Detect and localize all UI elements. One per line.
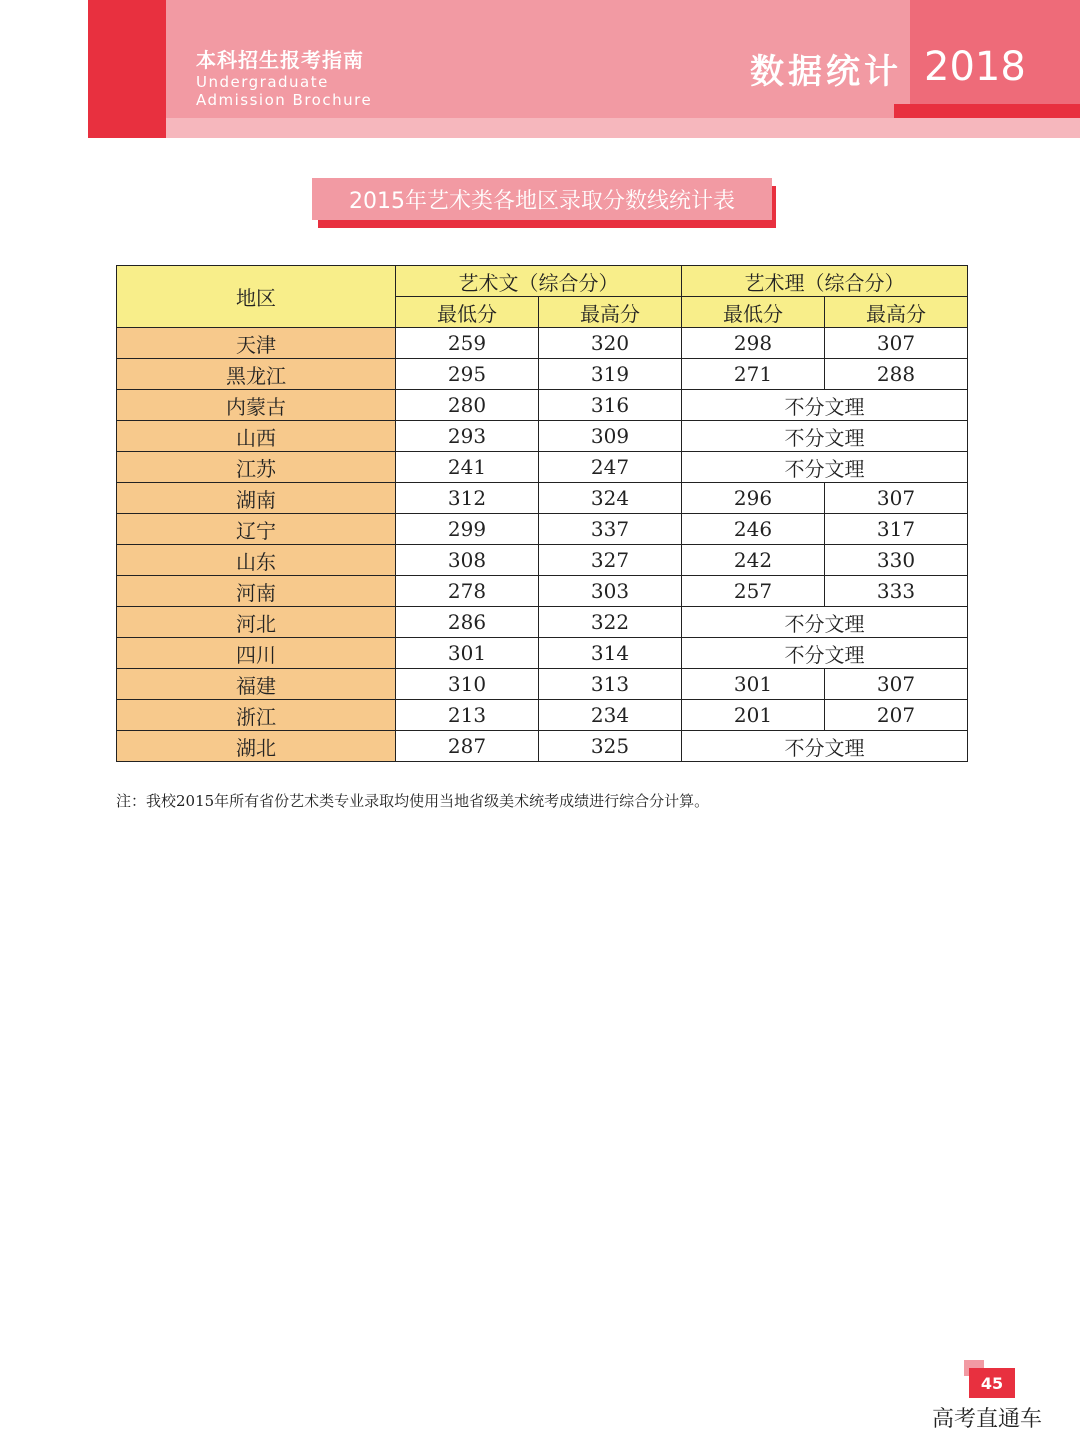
arts-max-cell: 309	[539, 421, 682, 452]
region-cell: 山西	[117, 421, 396, 452]
table-title: 2015年艺术类各地区录取分数线统计表	[349, 188, 735, 214]
score-table	[116, 265, 968, 762]
arts-min-cell: 286	[396, 607, 539, 638]
arts-max-cell: 319	[539, 359, 682, 390]
arts-max-cell: 313	[539, 669, 682, 700]
banner-red-block	[88, 0, 168, 138]
table-row	[117, 514, 968, 545]
no-split-cell: 不分文理	[682, 452, 968, 483]
science-max-cell: 207	[825, 700, 968, 731]
arts-min-cell: 278	[396, 576, 539, 607]
region-cell: 内蒙古	[117, 390, 396, 421]
arts-max-cell: 247	[539, 452, 682, 483]
watermark: 高考直通车	[932, 1407, 1043, 1432]
arts-min-cell: 280	[396, 390, 539, 421]
arts-min-cell: 301	[396, 638, 539, 669]
arts-max-cell: 325	[539, 731, 682, 762]
table-row	[117, 483, 968, 514]
arts-max-cell: 322	[539, 607, 682, 638]
arts-max-cell: 320	[539, 328, 682, 359]
no-split-cell: 不分文理	[682, 638, 968, 669]
score-table-body	[117, 328, 968, 762]
year-label: 2018	[924, 44, 1026, 90]
science-max-header: 最高分	[825, 297, 968, 328]
region-cell: 江苏	[117, 452, 396, 483]
brand-title-en-line1: Undergraduate	[196, 73, 329, 91]
no-split-cell: 不分文理	[682, 607, 968, 638]
science-group-header: 艺术理（综合分）	[682, 266, 968, 297]
table-row	[117, 638, 968, 669]
table-row	[117, 328, 968, 359]
arts-max-header: 最高分	[539, 297, 682, 328]
science-min-cell: 201	[682, 700, 825, 731]
arts-max-cell: 314	[539, 638, 682, 669]
brand-title-en-line2: Admission Brochure	[196, 91, 373, 109]
arts-min-cell: 287	[396, 731, 539, 762]
arts-min-cell: 293	[396, 421, 539, 452]
table-row	[117, 669, 968, 700]
region-cell: 河南	[117, 576, 396, 607]
banner-light-strip	[166, 118, 1080, 138]
region-cell: 山东	[117, 545, 396, 576]
science-min-cell: 257	[682, 576, 825, 607]
region-cell: 四川	[117, 638, 396, 669]
science-min-cell: 296	[682, 483, 825, 514]
table-row	[117, 700, 968, 731]
arts-min-cell: 295	[396, 359, 539, 390]
region-cell: 黑龙江	[117, 359, 396, 390]
science-max-cell: 330	[825, 545, 968, 576]
table-row	[117, 390, 968, 421]
arts-group-header: 艺术文（综合分）	[396, 266, 682, 297]
title-ribbon	[312, 178, 772, 220]
science-max-cell: 288	[825, 359, 968, 390]
science-max-cell: 333	[825, 576, 968, 607]
arts-max-cell: 337	[539, 514, 682, 545]
arts-min-cell: 310	[396, 669, 539, 700]
science-max-cell: 307	[825, 483, 968, 514]
table-row	[117, 421, 968, 452]
arts-min-cell: 241	[396, 452, 539, 483]
region-header: 地区	[117, 266, 396, 328]
section-title: 数据统计	[750, 52, 902, 92]
arts-min-cell: 259	[396, 328, 539, 359]
science-min-cell: 301	[682, 669, 825, 700]
brand-title-cn: 本科招生报考指南	[196, 48, 364, 72]
arts-min-cell: 312	[396, 483, 539, 514]
footnote: 注：我校2015年所有省份艺术类专业录取均使用当地省级美术统考成绩进行综合分计算。	[116, 792, 710, 810]
region-cell: 福建	[117, 669, 396, 700]
arts-max-cell: 327	[539, 545, 682, 576]
science-min-cell: 242	[682, 545, 825, 576]
arts-max-cell: 303	[539, 576, 682, 607]
science-min-cell: 271	[682, 359, 825, 390]
table-row	[117, 545, 968, 576]
region-cell: 湖南	[117, 483, 396, 514]
table-row	[117, 576, 968, 607]
science-min-cell: 246	[682, 514, 825, 545]
science-min-cell: 298	[682, 328, 825, 359]
no-split-cell: 不分文理	[682, 390, 968, 421]
arts-min-cell: 299	[396, 514, 539, 545]
arts-max-cell: 234	[539, 700, 682, 731]
table-row	[117, 359, 968, 390]
no-split-cell: 不分文理	[682, 731, 968, 762]
region-cell: 辽宁	[117, 514, 396, 545]
table-row	[117, 731, 968, 762]
page-number: 45	[969, 1368, 1015, 1398]
region-cell: 天津	[117, 328, 396, 359]
no-split-cell: 不分文理	[682, 421, 968, 452]
region-cell: 湖北	[117, 731, 396, 762]
arts-min-cell: 308	[396, 545, 539, 576]
arts-max-cell: 324	[539, 483, 682, 514]
science-max-cell: 317	[825, 514, 968, 545]
banner-accent-strip	[894, 104, 1080, 118]
arts-min-header: 最低分	[396, 297, 539, 328]
arts-min-cell: 213	[396, 700, 539, 731]
region-cell: 浙江	[117, 700, 396, 731]
table-row	[117, 452, 968, 483]
brand-logo	[196, 44, 372, 109]
science-min-header: 最低分	[682, 297, 825, 328]
region-cell: 河北	[117, 607, 396, 638]
science-max-cell: 307	[825, 669, 968, 700]
table-row	[117, 607, 968, 638]
science-max-cell: 307	[825, 328, 968, 359]
arts-max-cell: 316	[539, 390, 682, 421]
